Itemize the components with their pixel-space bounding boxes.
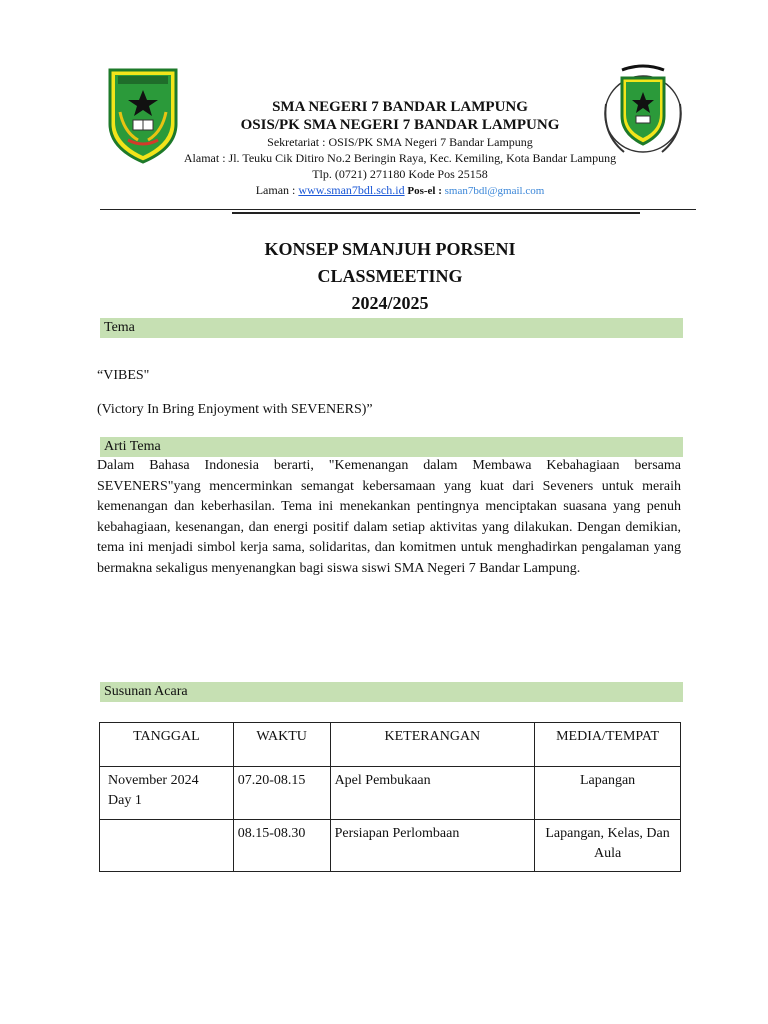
phone: Tlp. (0721) 271180 Kode Pos 25158 <box>312 167 488 181</box>
cell-waktu: 08.15-08.30 <box>233 820 330 872</box>
section-tema: Tema <box>100 318 683 338</box>
cell-tanggal <box>100 820 234 872</box>
website-link[interactable]: www.sman7bdl.sch.id <box>298 183 405 197</box>
schedule-table <box>99 722 681 872</box>
osis-name: OSIS/PK SMA NEGERI 7 BANDAR LAMPUNG <box>240 117 560 133</box>
title-line-3: 2024/2025 <box>351 293 429 313</box>
website-label: Laman : <box>255 183 299 197</box>
cell-keterangan: Persiapan Perlombaan <box>330 820 535 872</box>
title-line-2: CLASSMEETING <box>317 266 463 286</box>
table-header-row <box>100 723 681 767</box>
table-row <box>100 820 681 872</box>
tema-name: “VIBES" <box>97 368 150 383</box>
tema-acronym: (Victory In Bring Enjoyment with SEVENERS)” <box>97 402 373 417</box>
document-title <box>150 236 630 317</box>
title-line-1: KONSEP SMANJUH PORSENI <box>264 239 516 259</box>
section-susunan-acara: Susunan Acara <box>100 682 683 702</box>
secretariat: Sekretariat : OSIS/PK SMA Negeri 7 Bandar Lampung <box>267 135 533 149</box>
table-row <box>100 767 681 820</box>
cell-tempat: Lapangan <box>535 767 681 820</box>
header-waktu: WAKTU <box>233 723 330 767</box>
letterhead <box>150 98 650 199</box>
cell-keterangan: Apel Pembukaan <box>330 767 535 820</box>
letterhead-divider <box>100 209 696 210</box>
email-label: Pos-el : <box>404 185 445 197</box>
section-arti-tema: Arti Tema <box>100 437 683 457</box>
tanggal-day: Day 1 <box>108 793 142 808</box>
cell-waktu: 07.20-08.15 <box>233 767 330 820</box>
school-name: SMA NEGERI 7 BANDAR LAMPUNG <box>272 99 528 115</box>
cell-tempat: Lapangan, Kelas, Dan Aula <box>535 820 681 872</box>
header-keterangan: KETERANGAN <box>330 723 535 767</box>
header-tanggal: TANGGAL <box>100 723 234 767</box>
email-link[interactable]: sman7bdl@gmail.com <box>444 185 545 197</box>
tanggal-date: November 2024 <box>108 773 199 788</box>
arti-tema-paragraph: Dalam Bahasa Indonesia berarti, "Kemenangan dalam Membawa Kebahagiaan bersama SEVENERS"yang mencerminkan semangat kebersamaan yang kuat dari Seveners untuk meraih kemenangan dan keberhasilan. Tema ini menekankan pentingnya menciptakan suasana yang penuh kebahagiaan, kesenangan, dan energi positif dalam setiap aktivitas yang dilakukan. Dengan demikian, tema ini menjadi simbol kerja sama, solidaritas, dan komitmen untuk menghadirkan pengalaman yang bermakna sekaligus menyenangkan bagi siswa siswi SMA Negeri 7 Bandar Lampung. <box>97 458 681 576</box>
letterhead-divider-thick <box>232 212 640 214</box>
cell-tanggal <box>100 767 234 820</box>
contact-line <box>150 182 650 199</box>
header-media-tempat: MEDIA/TEMPAT <box>535 723 681 767</box>
address: Alamat : Jl. Teuku Cik Ditiro No.2 Beringin Raya, Kec. Kemiling, Kota Bandar Lampung <box>183 151 617 165</box>
